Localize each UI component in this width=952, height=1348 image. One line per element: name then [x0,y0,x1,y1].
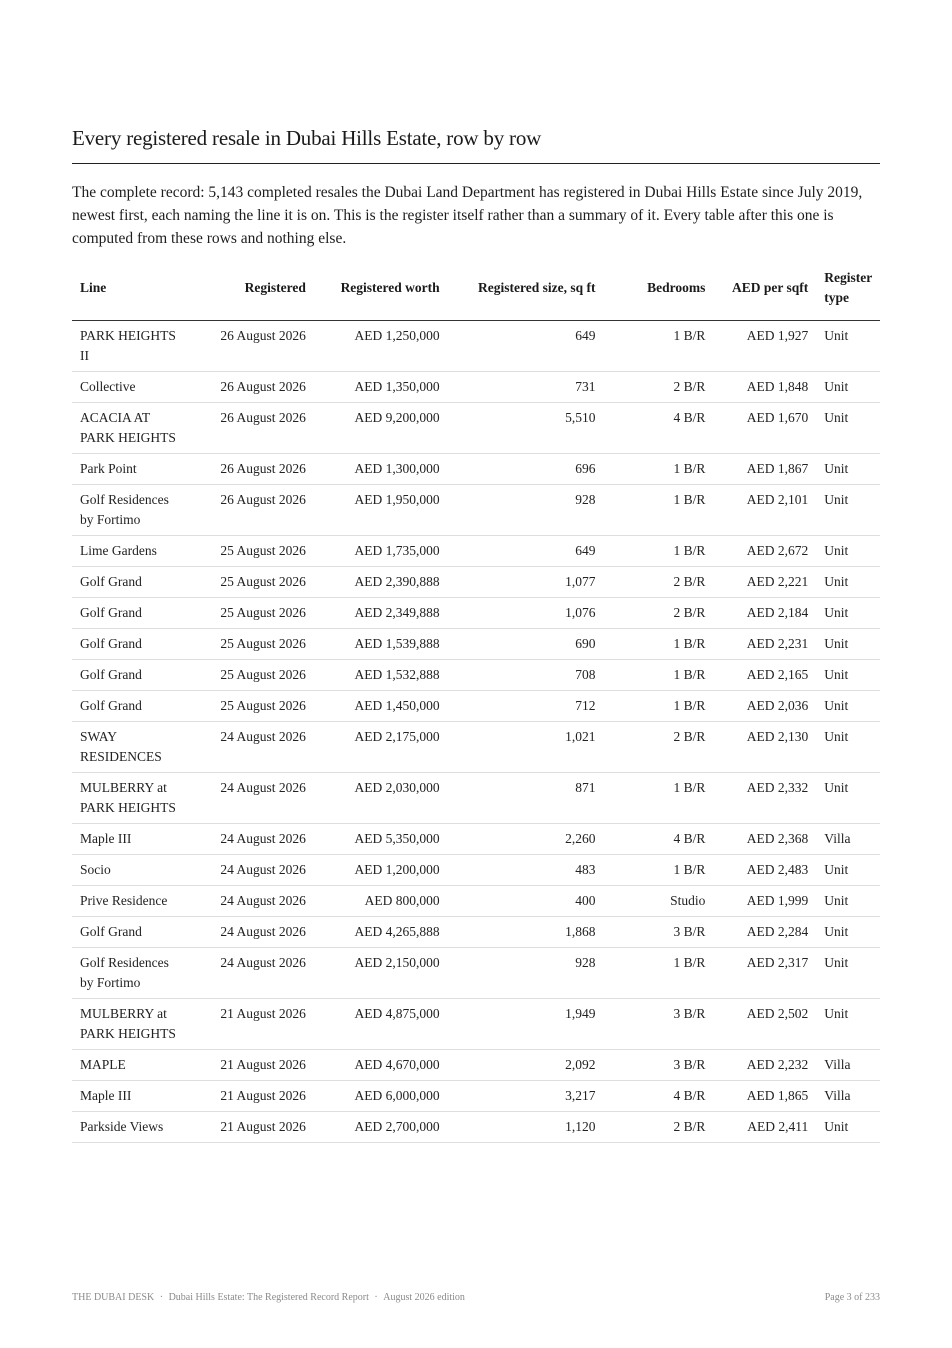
cell-registered-worth: AED 2,349,888 [314,598,448,629]
cell-registered-date: 24 August 2026 [188,722,314,773]
cell-registered-size: 483 [448,855,604,886]
table-row [72,629,880,660]
cell-bedrooms: 1 B/R [603,660,713,691]
cell-aed-per-sqft: AED 2,672 [713,536,816,567]
cell-aed-per-sqft: AED 2,502 [713,999,816,1050]
cell-registered-worth: AED 1,200,000 [314,855,448,886]
cell-registered-size: 1,868 [448,917,604,948]
cell-registered-worth: AED 6,000,000 [314,1081,448,1112]
cell-registered-worth: AED 2,700,000 [314,1112,448,1143]
cell-registered-date: 24 August 2026 [188,886,314,917]
cell-bedrooms: 1 B/R [603,629,713,660]
cell-registered-size: 712 [448,691,604,722]
cell-line: Golf Grand [72,660,188,691]
cell-register-type: Unit [816,485,880,536]
cell-registered-size: 1,120 [448,1112,604,1143]
table-row [72,660,880,691]
table-row [72,485,880,536]
cell-registered-worth: AED 9,200,000 [314,403,448,454]
column-header-line: Line [72,266,188,321]
cell-registered-date: 26 August 2026 [188,485,314,536]
table-row [72,917,880,948]
cell-aed-per-sqft: AED 1,865 [713,1081,816,1112]
cell-register-type: Unit [816,660,880,691]
cell-registered-size: 3,217 [448,1081,604,1112]
cell-aed-per-sqft: AED 2,184 [713,598,816,629]
cell-aed-per-sqft: AED 2,221 [713,567,816,598]
column-header-register-type: Register type [816,266,880,321]
cell-line: Maple III [72,824,188,855]
table-row [72,372,880,403]
cell-register-type: Unit [816,372,880,403]
table-row [72,773,880,824]
cell-line: Golf Residences by Fortimo [72,485,188,536]
cell-registered-worth: AED 1,450,000 [314,691,448,722]
cell-registered-size: 928 [448,485,604,536]
cell-registered-date: 24 August 2026 [188,917,314,948]
table-header-row [72,266,880,321]
cell-registered-size: 1,076 [448,598,604,629]
table-row [72,691,880,722]
cell-line: Golf Residences by Fortimo [72,948,188,999]
cell-aed-per-sqft: AED 2,130 [713,722,816,773]
cell-register-type: Unit [816,321,880,372]
cell-registered-worth: AED 5,350,000 [314,824,448,855]
footer-separator: · [157,1292,166,1303]
table-row [72,598,880,629]
cell-registered-size: 649 [448,321,604,372]
cell-register-type: Unit [816,403,880,454]
cell-registered-worth: AED 1,350,000 [314,372,448,403]
cell-registered-date: 21 August 2026 [188,1112,314,1143]
cell-aed-per-sqft: AED 2,317 [713,948,816,999]
cell-registered-worth: AED 2,390,888 [314,567,448,598]
cell-registered-size: 708 [448,660,604,691]
cell-bedrooms: 1 B/R [603,691,713,722]
cell-aed-per-sqft: AED 1,670 [713,403,816,454]
cell-registered-worth: AED 4,265,888 [314,917,448,948]
resales-table [72,266,880,1143]
cell-bedrooms: 3 B/R [603,917,713,948]
table-row [72,999,880,1050]
cell-registered-worth: AED 2,030,000 [314,773,448,824]
cell-registered-worth: AED 800,000 [314,886,448,917]
cell-registered-size: 1,077 [448,567,604,598]
cell-register-type: Unit [816,999,880,1050]
cell-registered-size: 928 [448,948,604,999]
cell-bedrooms: 1 B/R [603,948,713,999]
cell-aed-per-sqft: AED 2,284 [713,917,816,948]
footer-report-title: Dubai Hills Estate: The Registered Record Report [168,1292,369,1303]
cell-register-type: Unit [816,629,880,660]
column-header-bedrooms: Bedrooms [603,266,713,321]
cell-bedrooms: 1 B/R [603,536,713,567]
table-row [72,1081,880,1112]
table-row [72,567,880,598]
cell-line: Maple III [72,1081,188,1112]
table-row [72,403,880,454]
cell-registered-date: 21 August 2026 [188,1050,314,1081]
cell-aed-per-sqft: AED 2,165 [713,660,816,691]
cell-bedrooms: 1 B/R [603,855,713,886]
cell-bedrooms: 2 B/R [603,372,713,403]
cell-registered-worth: AED 1,300,000 [314,454,448,485]
cell-line: Golf Grand [72,629,188,660]
cell-registered-size: 5,510 [448,403,604,454]
footer-publisher: THE DUBAI DESK [72,1292,155,1303]
cell-bedrooms: 2 B/R [603,1112,713,1143]
footer-separator: · [371,1292,381,1303]
cell-line: Parkside Views [72,1112,188,1143]
cell-register-type: Villa [816,1050,880,1081]
cell-registered-size: 2,092 [448,1050,604,1081]
cell-bedrooms: 3 B/R [603,999,713,1050]
cell-aed-per-sqft: AED 2,231 [713,629,816,660]
cell-line: Lime Gardens [72,536,188,567]
footer-edition: August 2026 edition [383,1292,465,1303]
cell-registered-date: 24 August 2026 [188,855,314,886]
cell-registered-date: 24 August 2026 [188,773,314,824]
table-row [72,536,880,567]
cell-line: Golf Grand [72,567,188,598]
cell-registered-date: 26 August 2026 [188,454,314,485]
page-number: Page 3 of 233 [824,1292,880,1303]
cell-line: MULBERRY at PARK HEIGHTS [72,999,188,1050]
cell-register-type: Unit [816,773,880,824]
cell-registered-worth: AED 1,735,000 [314,536,448,567]
cell-aed-per-sqft: AED 2,232 [713,1050,816,1081]
cell-bedrooms: Studio [603,886,713,917]
cell-registered-worth: AED 1,539,888 [314,629,448,660]
table-body [72,321,880,1143]
table-row [72,722,880,773]
cell-registered-size: 1,949 [448,999,604,1050]
table-row [72,855,880,886]
cell-aed-per-sqft: AED 1,867 [713,454,816,485]
column-header-registered: Registered [188,266,314,321]
cell-registered-date: 24 August 2026 [188,824,314,855]
cell-bedrooms: 1 B/R [603,773,713,824]
cell-line: Collective [72,372,188,403]
table-row [72,886,880,917]
cell-register-type: Unit [816,454,880,485]
cell-bedrooms: 4 B/R [603,1081,713,1112]
cell-registered-date: 21 August 2026 [188,999,314,1050]
cell-registered-worth: AED 4,875,000 [314,999,448,1050]
cell-registered-date: 26 August 2026 [188,403,314,454]
cell-register-type: Unit [816,567,880,598]
cell-register-type: Unit [816,855,880,886]
cell-registered-worth: AED 1,532,888 [314,660,448,691]
cell-registered-size: 871 [448,773,604,824]
cell-registered-date: 25 August 2026 [188,536,314,567]
cell-registered-date: 25 August 2026 [188,629,314,660]
cell-register-type: Unit [816,1112,880,1143]
page-footer [72,1292,880,1303]
cell-registered-date: 25 August 2026 [188,691,314,722]
cell-bedrooms: 4 B/R [603,824,713,855]
cell-line: SWAY RESIDENCES [72,722,188,773]
table-row [72,1112,880,1143]
cell-bedrooms: 2 B/R [603,722,713,773]
cell-aed-per-sqft: AED 2,483 [713,855,816,886]
cell-registered-worth: AED 4,670,000 [314,1050,448,1081]
cell-registered-size: 696 [448,454,604,485]
cell-aed-per-sqft: AED 1,848 [713,372,816,403]
cell-registered-size: 690 [448,629,604,660]
cell-registered-size: 731 [448,372,604,403]
cell-registered-date: 24 August 2026 [188,948,314,999]
cell-bedrooms: 4 B/R [603,403,713,454]
cell-bedrooms: 2 B/R [603,567,713,598]
table-row [72,824,880,855]
cell-register-type: Unit [816,722,880,773]
cell-line: Park Point [72,454,188,485]
cell-aed-per-sqft: AED 2,332 [713,773,816,824]
cell-registered-worth: AED 2,175,000 [314,722,448,773]
cell-bedrooms: 2 B/R [603,598,713,629]
cell-line: Golf Grand [72,917,188,948]
cell-registered-worth: AED 1,950,000 [314,485,448,536]
cell-aed-per-sqft: AED 1,927 [713,321,816,372]
cell-register-type: Unit [816,536,880,567]
cell-registered-date: 25 August 2026 [188,598,314,629]
cell-register-type: Villa [816,824,880,855]
column-header-worth: Registered worth [314,266,448,321]
cell-line: PARK HEIGHTS II [72,321,188,372]
page-title: Every registered resale in Dubai Hills Estate, row by row [72,126,542,150]
cell-aed-per-sqft: AED 2,411 [713,1112,816,1143]
cell-aed-per-sqft: AED 1,999 [713,886,816,917]
cell-bedrooms: 3 B/R [603,1050,713,1081]
cell-line: MULBERRY at PARK HEIGHTS [72,773,188,824]
cell-registered-date: 25 August 2026 [188,567,314,598]
cell-register-type: Unit [816,948,880,999]
cell-registered-worth: AED 1,250,000 [314,321,448,372]
cell-register-type: Villa [816,1081,880,1112]
cell-aed-per-sqft: AED 2,101 [713,485,816,536]
cell-registered-date: 25 August 2026 [188,660,314,691]
title-rule [72,163,880,164]
cell-register-type: Unit [816,598,880,629]
cell-bedrooms: 1 B/R [603,485,713,536]
table-row [72,948,880,999]
cell-line: Golf Grand [72,598,188,629]
table-row [72,321,880,372]
cell-registered-date: 21 August 2026 [188,1081,314,1112]
cell-register-type: Unit [816,886,880,917]
cell-registered-size: 2,260 [448,824,604,855]
cell-bedrooms: 1 B/R [603,321,713,372]
cell-bedrooms: 1 B/R [603,454,713,485]
cell-registered-date: 26 August 2026 [188,321,314,372]
cell-register-type: Unit [816,691,880,722]
cell-registered-date: 26 August 2026 [188,372,314,403]
cell-register-type: Unit [816,917,880,948]
column-header-size: Registered size, sq ft [448,266,604,321]
cell-line: ACACIA AT PARK HEIGHTS [72,403,188,454]
intro-paragraph: The complete record: 5,143 completed resales the Dubai Land Department has registered in Dubai Hills Estate since July 2019, newest first, each naming the line it is on. This is the register itself rather than a summary of it. Every table after this one is computed from these rows and nothing else. [72,184,863,247]
cell-line: Prive Residence [72,886,188,917]
cell-registered-worth: AED 2,150,000 [314,948,448,999]
cell-line: MAPLE [72,1050,188,1081]
cell-registered-size: 1,021 [448,722,604,773]
cell-aed-per-sqft: AED 2,368 [713,824,816,855]
cell-registered-size: 400 [448,886,604,917]
cell-registered-size: 649 [448,536,604,567]
cell-line: Golf Grand [72,691,188,722]
table-row [72,454,880,485]
cell-line: Socio [72,855,188,886]
column-header-aed-per-sqft: AED per sqft [713,266,816,321]
cell-aed-per-sqft: AED 2,036 [713,691,816,722]
table-row [72,1050,880,1081]
